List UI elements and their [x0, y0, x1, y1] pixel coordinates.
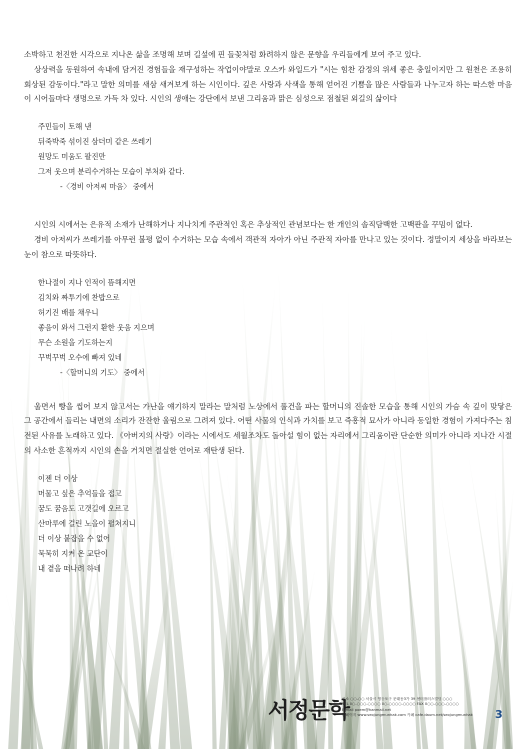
poem-quote-2 [38, 275, 512, 380]
poem-line: 꾸벅꾸벅 오수에 빠져 있네 [38, 352, 122, 362]
contact-line: TEL 0○-○○○-○○○○ 0○-○○○○-○○○○ FAX 0○○-○○○-○○○○ [342, 702, 459, 707]
poem-line: 원망도 미움도 팔진만 [38, 152, 106, 162]
poem-line: 그저 웃으며 분리수거하는 모습이 부처와 같다. [38, 167, 185, 177]
paragraph-5: 울면서 빵을 씹어 보지 않고서는 가난을 얘기하지 말라는 말처럼 노상에서 풀건을 파는 할머니의 진솔한 모습을 통해 시인의 가슴 속 깊이 맞닿은 그 공간에서 들리는 내면의 소리가 잔잔한 울림으로 그려져 있다. 어떤 사물의 인식과 가치를 보고 즉흥적 묘사가 아니라 동일한 경험이 가져다주는 침전된 사유를 노래하고 있다. 《아버지의 사랑》이라는 시에서도 세월조차도 돌아설 힘이 없는 자리에서 그리움이란 단순한 의미가 아니라 지나간 시절의 사소한 흔적까지 시인의 손을 거치면 절실한 언어로 재탄생 된다. [24, 401, 512, 455]
contact-line: 홈페이지 www.seojungmunhak.com 카페 cafe.daum.net/seojungmunhak [342, 712, 473, 717]
poem-line: 묵묵히 지켜 온 교단이 [38, 548, 108, 558]
poem-line: 한나절이 지나 인적이 뜸해지면 [38, 277, 136, 287]
poem-quote-3 [38, 471, 512, 576]
paragraph-3: 시인의 시에서는 은유적 소재가 난해하거나 지나치게 주관적인 혹은 추상적인 관념보다는 한 개인의 솔직담백한 고백판을 꾸밈이 없다. [34, 220, 473, 230]
poem-line: 머물고 싶은 추억들을 접고 [38, 488, 122, 498]
poem-line: 뒤죽박죽 섞이진 삼더미 같은 쓰레기 [38, 137, 153, 147]
poem-line: 산마루에 걸린 노을이 펼쳐지니 [38, 518, 136, 528]
poem-line: 허기진 배를 채우니 [38, 307, 99, 317]
publisher-contact-info [342, 697, 504, 718]
publisher-logo: 서정문학 [268, 698, 350, 724]
poem-line: 주민들이 토해 낸 [38, 122, 92, 132]
poem-line: 무슨 소원을 기도하는지 [38, 337, 113, 347]
paragraph-2: 상상력을 동원하여 속내에 담겨진 경험들을 재구성하는 작업이야말로 오스카 와일드가 "시는 힘찬 감정의 위세 좋은 충일이지만 그 원천은 조용히 회상된 감동이다."라고 말한 의미를 새삼 새겨보게 하는 시인이다. 깊은 사랑과 사색을 통해 얻어진 기쁨을 많은 사람들과 나누고자 하는 따스한 마음이 시어들마다 생명으로 가득 차 있다. 시인의 생애는 강단에서 보낸 그리움과 맑은 심성으로 점철된 외길의 삶이다 [24, 64, 512, 104]
contact-line: E-mail poem@hanmail.net [342, 707, 391, 712]
poem-line: 더 이상 붙잡을 수 없어 [38, 533, 111, 543]
article-body [24, 48, 512, 576]
poem-line: 꿈도 꿈음도 고갯길에 오르고 [38, 503, 129, 513]
poem-line: 이젠 더 이상 [38, 473, 78, 483]
paragraph-1: 소박하고 천진한 시각으로 지나온 삶을 조명해 보며 길섶에 핀 들꽃처럼 화려하지 않은 문향을 우리들에게 보여 주고 있다. [24, 50, 422, 59]
paragraph-4: 경비 아저씨가 쓰레기를 아무런 불평 없이 수거하는 모습 속에서 객관적 자아가 아닌 주관적 자아를 만나고 있는 것이다. 정말이지 세상을 바라보는 눈이 참으로 따뜻하다. [24, 234, 512, 259]
poem-line: 내 곁을 떠나려 하네 [38, 563, 101, 573]
poem-line: 좋음이 와서 그런지 환한 웃음 지으며 [38, 322, 155, 332]
poem-line: 김치와 짜투기에 찬밥으로 [38, 292, 120, 302]
grass-blade [459, 610, 475, 749]
contact-line: 주소 ○○-○○ 서울시 영등포구 문래동3가 39 센터플러스빌딩 ○○○ [342, 697, 453, 701]
poem-quote-1 [38, 119, 512, 194]
poem-citation: -〈할머니의 기도〉 중에서 [60, 367, 145, 377]
poem-citation: -〈경비 아저씨 마음〉 중에서 [60, 182, 154, 192]
page-number: 3 [495, 708, 503, 721]
